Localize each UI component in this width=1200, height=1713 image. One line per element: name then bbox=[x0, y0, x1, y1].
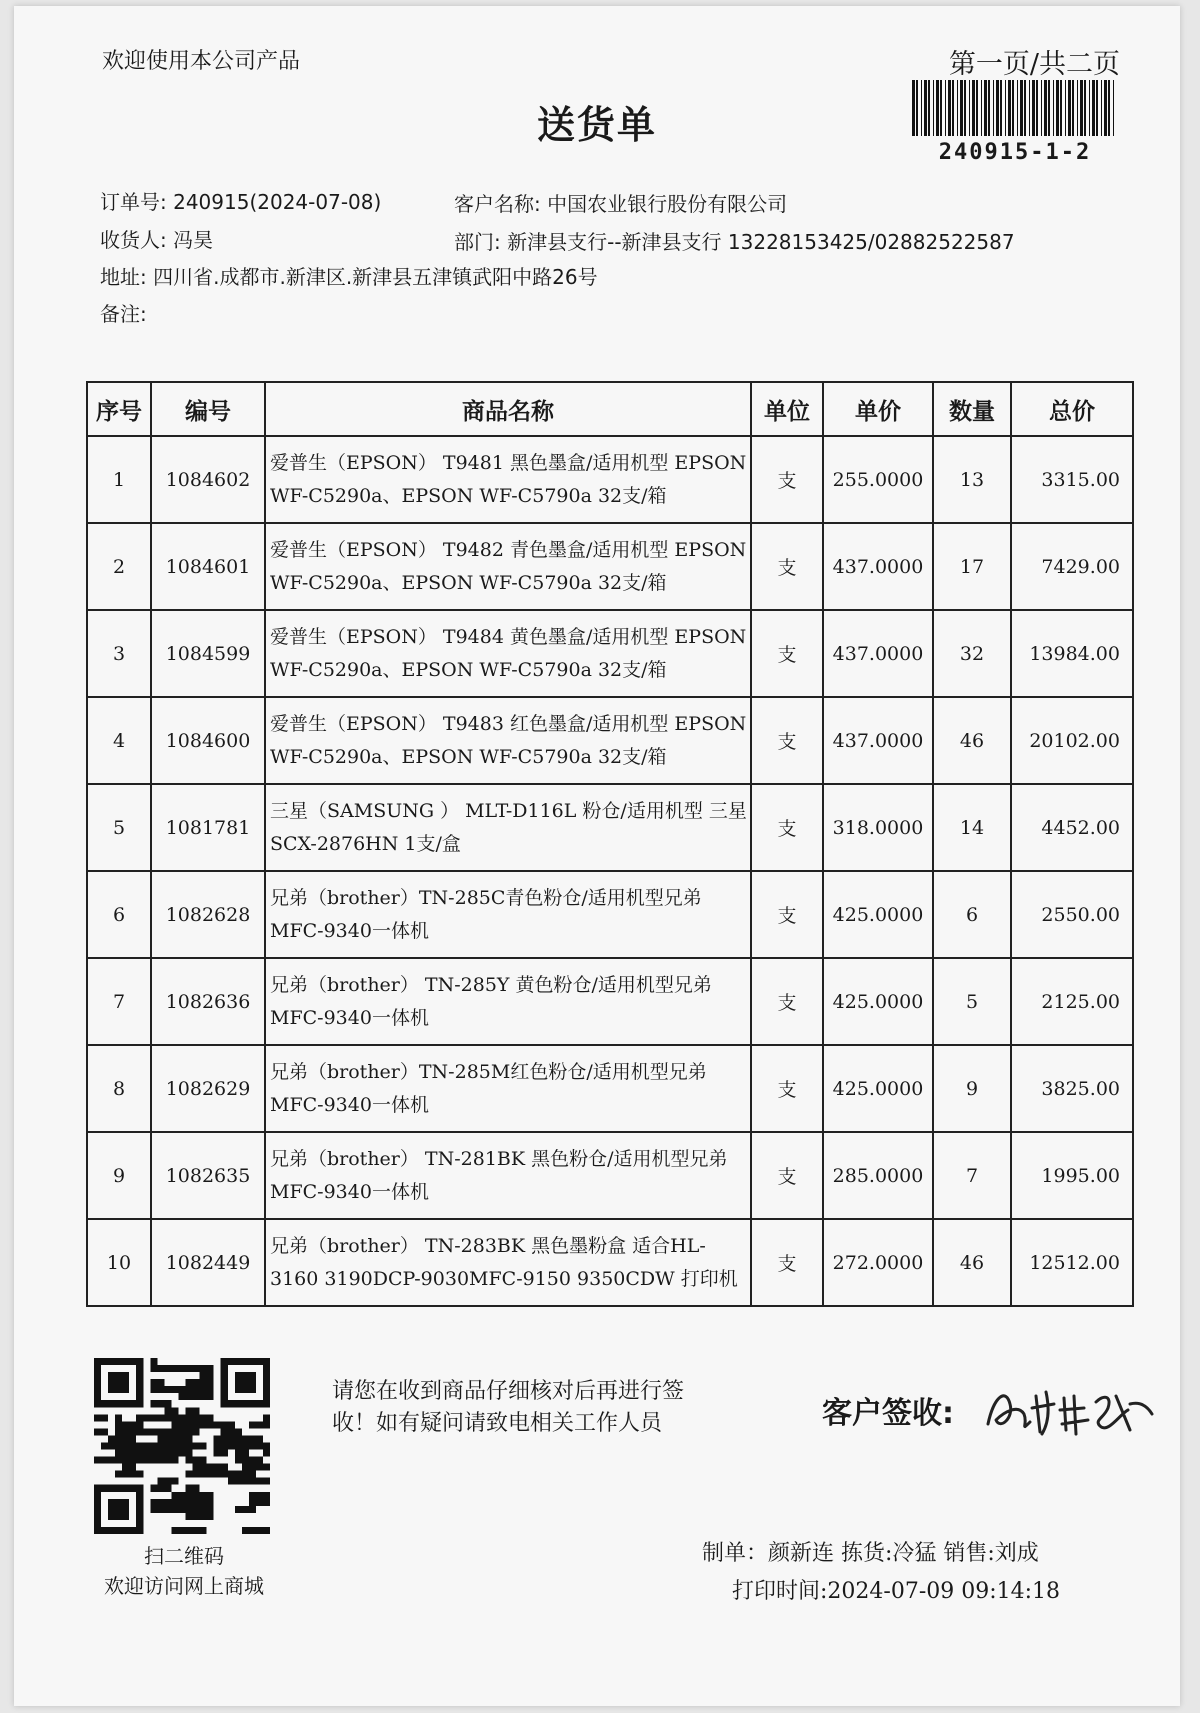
receiver-label: 收货人: bbox=[100, 228, 167, 252]
table-row bbox=[87, 784, 1133, 871]
header-code: 编号 bbox=[151, 382, 265, 436]
customer-label: 客户名称: bbox=[454, 192, 541, 216]
page-title: 送货单 bbox=[536, 103, 657, 147]
table-body bbox=[87, 436, 1133, 1306]
header-qty: 数量 bbox=[933, 382, 1011, 436]
table-row bbox=[87, 1045, 1133, 1132]
dept-label: 部门: bbox=[454, 230, 501, 254]
cell-price: 425.0000 bbox=[823, 1045, 933, 1132]
address-value: 四川省.成都市.新津区.新津县五津镇武阳中路26号 bbox=[153, 265, 598, 289]
barcode-icon bbox=[910, 80, 1120, 136]
table-row bbox=[87, 523, 1133, 610]
cell-name: 三星（SAMSUNG ） MLT-D116L 粉仓/适用机型 三星SCX-2876HN 1支/盒 bbox=[265, 784, 751, 871]
header-name: 商品名称 bbox=[265, 382, 751, 436]
cell-no: 9 bbox=[87, 1132, 151, 1219]
cell-no: 8 bbox=[87, 1045, 151, 1132]
cell-code: 1082449 bbox=[151, 1219, 265, 1306]
cell-name: 爱普生（EPSON） T9481 黑色墨盒/适用机型 EPSON WF-C5290a、EPSON WF-C5790a 32支/箱 bbox=[265, 436, 751, 523]
print-time: 打印时间:2024-07-09 09:14:18 bbox=[732, 1579, 1061, 1604]
maker-line: 制单：颜新连 拣货:冷猛 销售:刘成 bbox=[702, 1541, 1039, 1566]
qr-code-icon bbox=[94, 1358, 270, 1534]
cell-price: 425.0000 bbox=[823, 871, 933, 958]
cell-code: 1084599 bbox=[151, 610, 265, 697]
remark-label: 备注: bbox=[100, 302, 147, 326]
order-number bbox=[100, 186, 381, 215]
cell-name: 爱普生（EPSON） T9483 红色墨盒/适用机型 EPSON WF-C5290a、EPSON WF-C5790a 32支/箱 bbox=[265, 697, 751, 784]
cell-unit: 支 bbox=[751, 1045, 823, 1132]
cell-total: 3825.00 bbox=[1011, 1045, 1133, 1132]
table-row bbox=[87, 436, 1133, 523]
cell-price: 425.0000 bbox=[823, 958, 933, 1045]
header-total: 总价 bbox=[1011, 382, 1133, 436]
cell-name: 兄弟（brother） TN-281BK 黑色粉仓/适用机型兄弟 MFC-9340一体机 bbox=[265, 1132, 751, 1219]
header-price: 单价 bbox=[823, 382, 933, 436]
remark bbox=[100, 298, 147, 327]
cell-price: 437.0000 bbox=[823, 610, 933, 697]
cell-unit: 支 bbox=[751, 958, 823, 1045]
qr-caption-line-1: 扫二维码 bbox=[144, 1544, 224, 1568]
header-unit: 单位 bbox=[751, 382, 823, 436]
order-label: 订单号: bbox=[100, 190, 167, 214]
cell-name: 兄弟（brother）TN-285M红色粉仓/适用机型兄弟 MFC-9340一体机 bbox=[265, 1045, 751, 1132]
cell-price: 437.0000 bbox=[823, 523, 933, 610]
table-header-row bbox=[87, 382, 1133, 436]
cell-code: 1084600 bbox=[151, 697, 265, 784]
cell-name: 兄弟（brother） TN-285Y 黄色粉仓/适用机型兄弟 MFC-9340一体机 bbox=[265, 958, 751, 1045]
customer-name bbox=[454, 188, 787, 217]
cell-unit: 支 bbox=[751, 784, 823, 871]
cell-qty: 46 bbox=[933, 697, 1011, 784]
cell-no: 6 bbox=[87, 871, 151, 958]
order-value: 240915(2024-07-08) bbox=[173, 190, 382, 214]
receiver bbox=[100, 224, 213, 253]
cell-no: 3 bbox=[87, 610, 151, 697]
signature-icon bbox=[980, 1374, 1160, 1444]
customer-value: 中国农业银行股份有限公司 bbox=[547, 192, 788, 216]
cell-code: 1081781 bbox=[151, 784, 265, 871]
cell-unit: 支 bbox=[751, 1219, 823, 1306]
table-row bbox=[87, 1132, 1133, 1219]
dept-value: 新津县支行--新津县支行 13228153425/02882522587 bbox=[507, 230, 1015, 254]
cell-no: 2 bbox=[87, 523, 151, 610]
cell-qty: 6 bbox=[933, 871, 1011, 958]
header-no: 序号 bbox=[87, 382, 151, 436]
cell-total: 4452.00 bbox=[1011, 784, 1133, 871]
department bbox=[454, 226, 1015, 255]
cell-name: 兄弟（brother） TN-283BK 黑色墨粉盒 适合HL-3160 3190DCP-9030MFC-9150 9350CDW 打印机 bbox=[265, 1219, 751, 1306]
cell-name: 兄弟（brother）TN-285C青色粉仓/适用机型兄弟 MFC-9340一体机 bbox=[265, 871, 751, 958]
barcode-number: 240915-1-2 bbox=[938, 140, 1092, 165]
cell-total: 2125.00 bbox=[1011, 958, 1133, 1045]
cell-qty: 7 bbox=[933, 1132, 1011, 1219]
cell-code: 1084601 bbox=[151, 523, 265, 610]
table-row bbox=[87, 697, 1133, 784]
qr-caption bbox=[74, 1541, 294, 1601]
cell-total: 12512.00 bbox=[1011, 1219, 1133, 1306]
cell-price: 255.0000 bbox=[823, 436, 933, 523]
cell-unit: 支 bbox=[751, 697, 823, 784]
receiver-value: 冯昊 bbox=[173, 228, 214, 252]
cell-total: 1995.00 bbox=[1011, 1132, 1133, 1219]
welcome-text: 欢迎使用本公司产品 bbox=[102, 49, 301, 74]
table-row bbox=[87, 1219, 1133, 1306]
cell-total: 2550.00 bbox=[1011, 871, 1133, 958]
cell-total: 7429.00 bbox=[1011, 523, 1133, 610]
cell-code: 1082629 bbox=[151, 1045, 265, 1132]
qr-caption-line-2: 欢迎访问网上商城 bbox=[104, 1574, 264, 1598]
cell-no: 10 bbox=[87, 1219, 151, 1306]
address-label: 地址: bbox=[100, 265, 147, 289]
notice-line-2: 收！如有疑问请致电相关工作人员 bbox=[332, 1411, 663, 1436]
notice-line-1: 请您在收到商品仔细核对后再进行签 bbox=[332, 1379, 685, 1404]
cell-price: 437.0000 bbox=[823, 697, 933, 784]
cell-name: 爱普生（EPSON） T9484 黄色墨盒/适用机型 EPSON WF-C5290a、EPSON WF-C5790a 32支/箱 bbox=[265, 610, 751, 697]
cell-qty: 32 bbox=[933, 610, 1011, 697]
page-indicator: 第一页/共二页 bbox=[948, 49, 1120, 80]
cell-price: 285.0000 bbox=[823, 1132, 933, 1219]
cell-qty: 9 bbox=[933, 1045, 1011, 1132]
items-table bbox=[86, 381, 1134, 1307]
cell-no: 4 bbox=[87, 697, 151, 784]
cell-total: 3315.00 bbox=[1011, 436, 1133, 523]
cell-unit: 支 bbox=[751, 871, 823, 958]
cell-no: 7 bbox=[87, 958, 151, 1045]
delivery-note-sheet bbox=[14, 6, 1180, 1706]
table-row bbox=[87, 871, 1133, 958]
cell-unit: 支 bbox=[751, 436, 823, 523]
cell-code: 1082636 bbox=[151, 958, 265, 1045]
address bbox=[100, 261, 598, 290]
cell-total: 13984.00 bbox=[1011, 610, 1133, 697]
table-row bbox=[87, 610, 1133, 697]
cell-name: 爱普生（EPSON） T9482 青色墨盒/适用机型 EPSON WF-C5290a、EPSON WF-C5790a 32支/箱 bbox=[265, 523, 751, 610]
cell-code: 1084602 bbox=[151, 436, 265, 523]
customer-sign-label: 客户签收: bbox=[822, 1396, 954, 1431]
cell-qty: 46 bbox=[933, 1219, 1011, 1306]
cell-qty: 5 bbox=[933, 958, 1011, 1045]
cell-price: 318.0000 bbox=[823, 784, 933, 871]
cell-code: 1082628 bbox=[151, 871, 265, 958]
cell-unit: 支 bbox=[751, 1132, 823, 1219]
cell-code: 1082635 bbox=[151, 1132, 265, 1219]
cell-no: 5 bbox=[87, 784, 151, 871]
cell-qty: 14 bbox=[933, 784, 1011, 871]
table-row bbox=[87, 958, 1133, 1045]
cell-price: 272.0000 bbox=[823, 1219, 933, 1306]
notice-text bbox=[332, 1376, 684, 1440]
cell-qty: 17 bbox=[933, 523, 1011, 610]
cell-total: 20102.00 bbox=[1011, 697, 1133, 784]
cell-qty: 13 bbox=[933, 436, 1011, 523]
cell-unit: 支 bbox=[751, 523, 823, 610]
cell-unit: 支 bbox=[751, 610, 823, 697]
cell-no: 1 bbox=[87, 436, 151, 523]
